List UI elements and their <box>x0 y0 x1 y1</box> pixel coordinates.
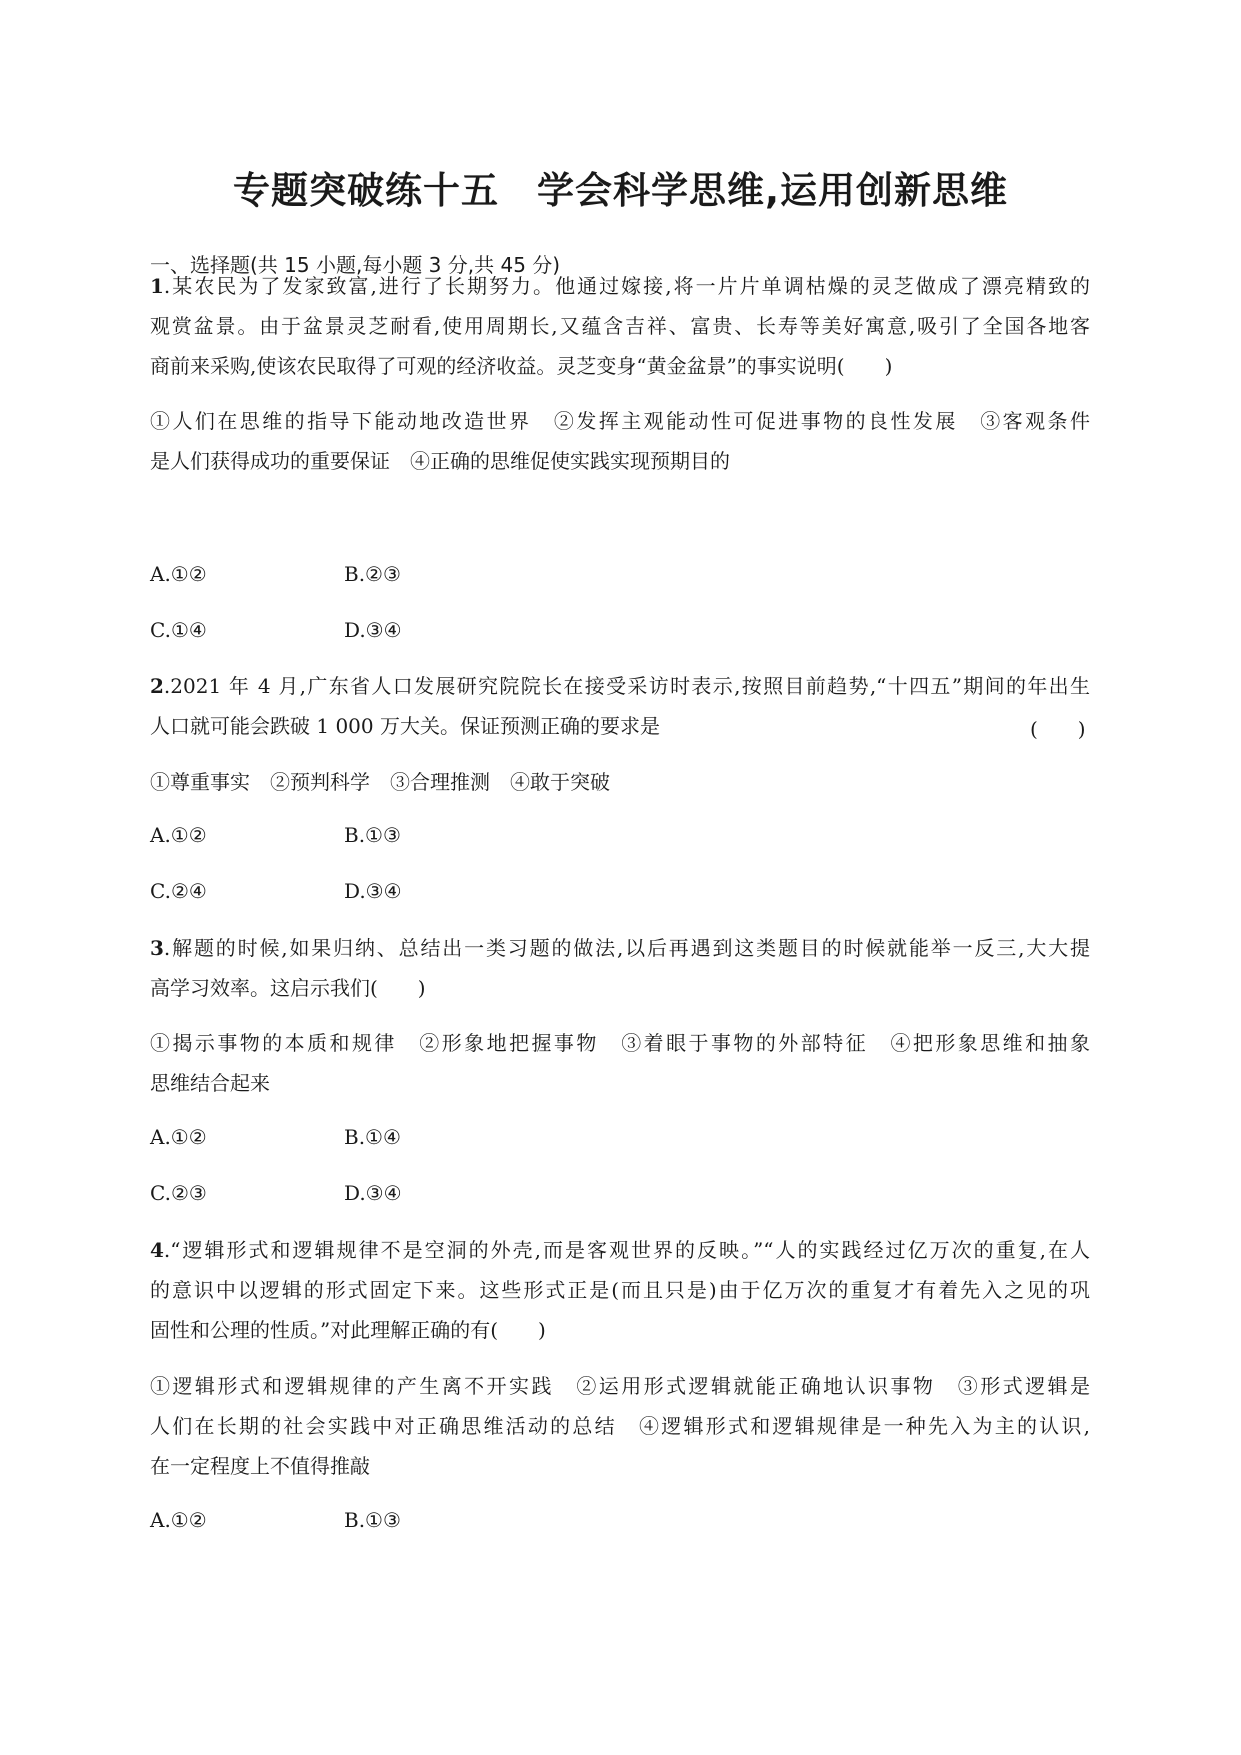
question-1-option-d: D.③④ <box>344 618 402 642</box>
question-3-items-line-1: ①揭示事物的本质和规律 ②形象地把握事物 ③着眼于事物的外部特征 ④把形象思维和抽象 <box>150 1031 1090 1055</box>
question-1-option-a: A.①② <box>150 562 207 586</box>
question-3-option-d: D.③④ <box>344 1181 402 1205</box>
question-1-items-line-2: 是人们获得成功的重要保证 ④正确的思维促使实践实现预期目的 <box>150 449 730 473</box>
question-3-option-c: C.②③ <box>150 1181 207 1205</box>
question-4-items-line-1: ①逻辑形式和逻辑规律的产生离不开实践 ②运用形式逻辑就能正确地认识事物 ③形式逻辑是 <box>150 1374 1090 1398</box>
question-number: 2 <box>150 674 164 698</box>
question-1-stem-line-1: 1.某农民为了发家致富,进行了长期努力。他通过嫁接,将一片片单调枯燥的灵芝做成了漂亮精致的 <box>150 274 1090 298</box>
question-4-items-line-3: 在一定程度上不值得推敲 <box>150 1454 370 1478</box>
question-3-items-line-2: 思维结合起来 <box>150 1071 270 1095</box>
question-1-stem-line-3: 商前来采购,使该农民取得了可观的经济收益。灵芝变身“黄金盆景”的事实说明( ) <box>150 354 893 378</box>
question-number: 1 <box>150 274 164 298</box>
question-3-option-a: A.①② <box>150 1125 207 1149</box>
question-number: 3 <box>150 936 164 960</box>
question-4-option-a: A.①② <box>150 1508 207 1532</box>
question-2-stem-line-1: 2.2021 年 4 月,广东省人口发展研究院院长在接受采访时表示,按照目前趋势,“十四五”期间的年出生 <box>150 674 1090 698</box>
question-2-option-d: D.③④ <box>344 879 402 903</box>
question-4-option-b: B.①③ <box>344 1508 401 1532</box>
question-1-items-line-1: ①人们在思维的指导下能动地改造世界 ②发挥主观能动性可促进事物的良性发展 ③客观条件 <box>150 409 1090 433</box>
question-4-stem-line-2: 的意识中以逻辑的形式固定下来。这些形式正是(而且只是)由于亿万次的重复才有着先入之见的巩 <box>150 1278 1090 1302</box>
question-1-option-b: B.②③ <box>344 562 401 586</box>
question-2-stem-line-2: 人口就可能会跌破 1 000 万大关。保证预测正确的要求是 <box>150 714 660 738</box>
question-4-stem-line-1: 4.“逻辑形式和逻辑规律不是空洞的外壳,而是客观世界的反映。”“人的实践经过亿万次的重复,在人 <box>150 1238 1090 1262</box>
question-3-option-b: B.①④ <box>344 1125 401 1149</box>
section-heading: 一、选择题(共 15 小题,每小题 3 分,共 45 分) <box>150 253 561 277</box>
question-4-stem-line-3: 固性和公理的性质。”对此理解正确的有( ) <box>150 1318 546 1342</box>
question-2-option-c: C.②④ <box>150 879 207 903</box>
question-2-option-a: A.①② <box>150 823 207 847</box>
question-2-items-line-1: ①尊重事实 ②预判科学 ③合理推测 ④敢于突破 <box>150 770 610 794</box>
question-3-stem-line-2: 高学习效率。这启示我们( ) <box>150 976 426 1000</box>
question-1-stem-line-2: 观赏盆景。由于盆景灵芝耐看,使用周期长,又蕴含吉祥、富贵、长寿等美好寓意,吸引了全国各地客 <box>150 314 1090 338</box>
question-2-answer-bracket: ( ) <box>1030 717 1086 741</box>
question-number: 4 <box>150 1238 164 1262</box>
question-3-stem-line-1: 3.解题的时候,如果归纳、总结出一类习题的做法,以后再遇到这类题目的时候就能举一反三,大大提 <box>150 936 1090 960</box>
question-2-option-b: B.①③ <box>344 823 401 847</box>
page-title: 专题突破练十五 学会科学思维,运用创新思维 <box>232 169 1009 212</box>
question-1-option-c: C.①④ <box>150 618 207 642</box>
question-4-items-line-2: 人们在长期的社会实践中对正确思维活动的总结 ④逻辑形式和逻辑规律是一种先入为主的认识, <box>150 1414 1090 1438</box>
